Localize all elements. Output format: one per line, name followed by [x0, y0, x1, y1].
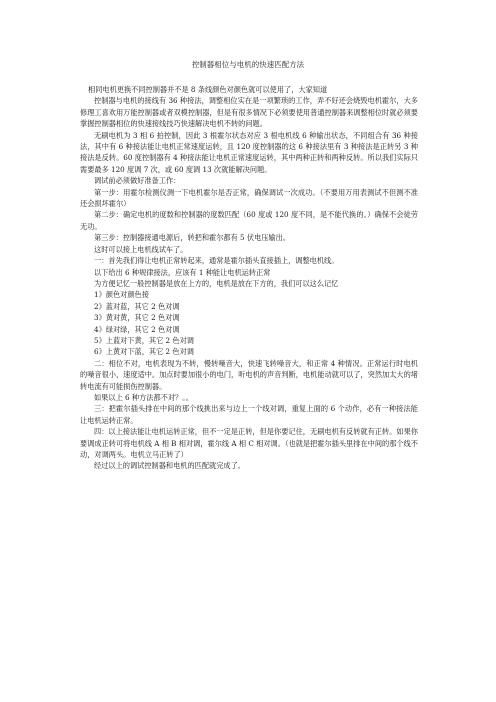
- list-item: 1》颜色对颜色接: [94, 290, 149, 300]
- paragraph: 四：以上接法能让电机运转正常，但不一定是正转，但是你要记住，无刷电机有反转就有正转。如果你要调成正转可将电机线 A 相 B 相对调，霍尔线 A 相 C 相对调。（也就是把霍尔插头里排在中间的那个线不动，对调两头。电机立马正转了）: [80, 427, 418, 459]
- paragraph: 二：相位不对，电机表现为不转，慢转噪音大，快速飞转噪音大，和正常 4 种情况。正常运行时电机的噪音很小，速度适中。加点时要加很小的电门，听电机的声音判断，电机能动就可以了，突然加太大的堵转电流有可能损伤控制器。: [80, 358, 418, 391]
- paragraph: 第二步：确定电机的度数和控制器的度数匹配（60 度或 120 度不同，是不能代换的。）确保不会徒劳无功。: [80, 210, 418, 231]
- paragraph: 以下给出 6 种规律接法，应该有 1 种能让电机运转正常: [94, 267, 271, 277]
- paragraph: 经过以上的调试控制器和电机的匹配就完成了。: [94, 461, 245, 471]
- paragraph: 一：首先我们得让电机正常转起来，通常是霍尔插头直接插上，调整电机线。: [94, 256, 339, 266]
- document-title: 控制器相位与电机的快速匹配方法: [191, 60, 305, 69]
- document-body: [80, 84, 418, 472]
- paragraph: 为方便记忆一般控制器是放在上方的，电机是放在下方的，我们可以这么记忆: [94, 278, 339, 288]
- paragraph: 相同电机更换不同控制器并不是 8 条线颜色对颜色就可以使用了，大家知道: [88, 85, 328, 94]
- paragraph: 控制器与电机的接线有 36 种接法，调整相位实在是一项繁琐的工作，弄不好还会烧毁电机霍尔，大多修理工喜欢用万能控制器或者双模控制器，但是有很多情况下必须要使用普通控制器来调整相位时就必须要掌握控制器相位的快速接线技巧快速解决电机不转的问题。: [80, 96, 418, 129]
- paragraph: 如果以上 6 种方法都不对？。。: [94, 392, 193, 402]
- paragraph: 这时可以接上电机线试车了。: [94, 244, 188, 254]
- list-item: 6》上黄对下蓝，其它 2 色对调: [94, 347, 194, 357]
- paragraph: 第三步：控制器接通电源后，转把和霍尔都有 5 伏电压输出。: [94, 233, 291, 243]
- paragraph: 无刷电机为 3 相 6 拍控制，因此 3 根霍尔状态对应 3 根电机线 6 种输出状态，不同组合有 36 种接法，其中有 6 种接法能让电机正常速度运转，且 120 度控制器的这 6 种接法里有 3 种接法是正转另 3 种接法是反转。60 度控制器有 4 种接法能让电机正常速度运转，其中两种正转和两种反转。所以我们实际只需要最多 120 度调 7 次，或 60 度调 13 次就能解决问题。: [80, 130, 418, 174]
- list-item: 5》上蓝对下黄，其它 2 色对调: [94, 335, 194, 345]
- paragraph: 调试前必须做好准备工作：: [94, 176, 181, 186]
- list-item: 3》黄对黄，其它 2 色对调: [94, 313, 180, 323]
- list-item: 2》蓝对蓝，其它 2 色对调: [94, 301, 180, 311]
- paragraph: 三：把霍尔插头排在中间的那个线挑出来与边上一个线对调，重复上面的 6 个动作，必有一种接法能让电机运转正常。: [80, 404, 418, 425]
- paragraph: 第一步：用霍尔检测仪测一下电机霍尔是否正常，确保调试一次成功。（不要用万用表测试不但测不准还会损坏霍尔）: [80, 187, 418, 209]
- list-item: 4》绿对绿，其它 2 色对调: [94, 324, 180, 334]
